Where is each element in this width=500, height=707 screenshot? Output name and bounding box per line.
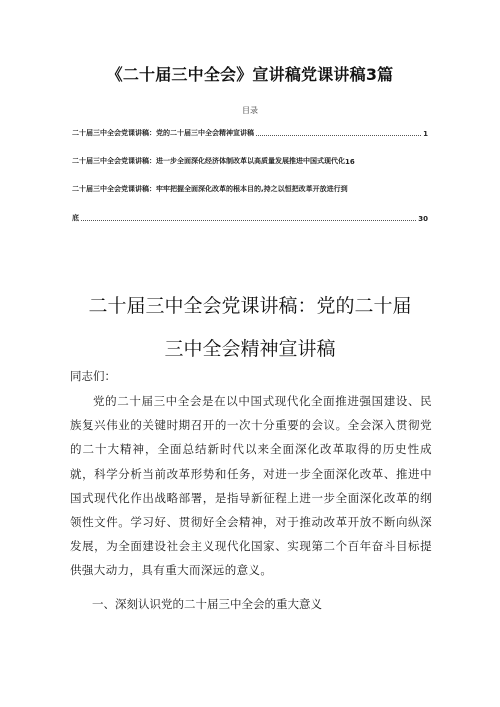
- toc-entry-page: 16: [345, 158, 355, 166]
- toc-entry[interactable]: [72, 184, 428, 194]
- section-heading: 一、深刻认识党的二十届三中全会的重大意义: [92, 597, 322, 611]
- document-title: 《二十届三中全会》宣讲稿党课讲稿3篇: [106, 65, 394, 84]
- toc-entry[interactable]: [72, 156, 428, 166]
- toc-entry-text: 二十届三中全会党课讲稿：牢牢把握全面深化改革的根本目的,持之以恒把改革开放进行到: [72, 185, 348, 193]
- toc-entry-text: 二十届三中全会党课讲稿：党的二十届三中全会精神宣讲稿: [72, 129, 254, 137]
- article-title-line2: 三中全会精神宣讲稿: [164, 338, 336, 360]
- toc-heading: 目录: [242, 106, 258, 115]
- toc-entry-page: 1: [423, 130, 428, 138]
- salutation: 同志们：: [70, 369, 116, 383]
- toc-entry[interactable]: [72, 128, 428, 138]
- toc-entry-text: 底: [72, 214, 79, 222]
- toc-entry-text: 二十届三中全会党课讲稿：进一步全面深化经济体制改革以高质量发展推进中国式现代化: [72, 157, 345, 165]
- body-paragraph: 党的二十届三中全会是在以中国式现代化全面推进强国建设、民族复兴伟业的关键时期召开的一次十分重要的会议。全会深入贯彻党的二十大精神，全面总结新时代以来全面深化改革取得的历史性成就，科学分析当前改革形势和任务，对进一步全面深化改革、推进中国式现代化作出战略部署，是指导新征程上进一步全面深化改革的纲领性文件。学习好、贯彻好全会精神，对于推动改革开放不断向纵深发展，为全面建设社会主义现代化国家、实现第二个百年奋斗目标提供强大动力，具有重大而深远的意义。: [70, 394, 432, 578]
- toc-entry-continuation[interactable]: [72, 213, 428, 223]
- toc-leader: [256, 135, 421, 136]
- toc-entry-page: 30: [418, 215, 428, 223]
- toc-leader: [81, 220, 416, 221]
- article-title-line1: 二十届三中全会党课讲稿：党的二十届: [88, 295, 412, 317]
